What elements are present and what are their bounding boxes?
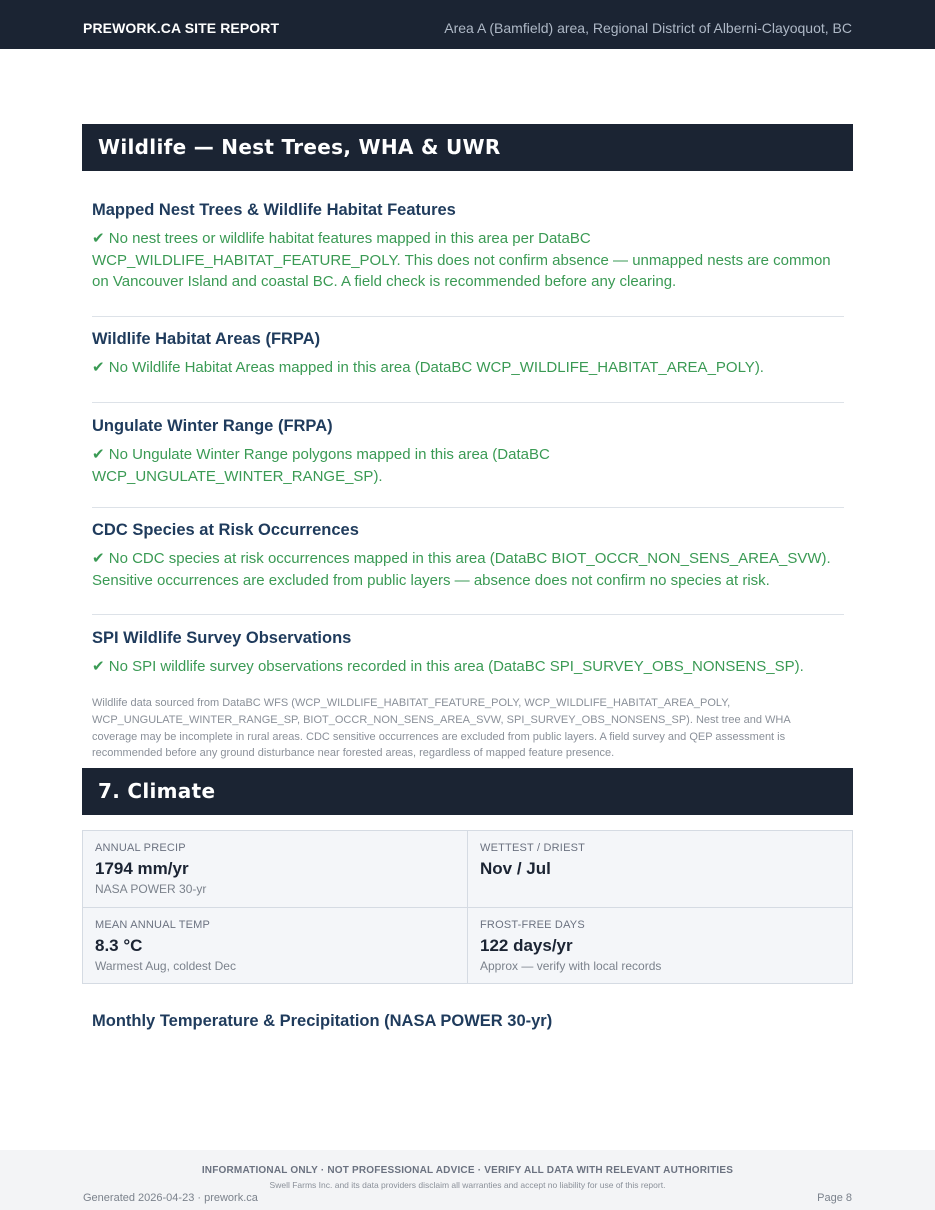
nest-trees-subsection [92, 201, 844, 293]
uwr-status: ✔ No Ungulate Winter Range polygons mapped in this area (DataBC WCP_UNGULATE_WINTER_RANGE_SP). [92, 446, 550, 485]
wha-status: ✔ No Wildlife Habitat Areas mapped in this area (DataBC WCP_WILDLIFE_HABITAT_AREA_POLY). [92, 359, 764, 376]
report-brand: PREWORK.CA SITE REPORT [83, 20, 280, 36]
wildlife-section-header: Wildlife — Nest Trees, WHA & UWR [82, 124, 853, 171]
uwr-title: Ungulate Winter Range (FRPA) [92, 417, 333, 435]
annual-precip-value: 1794 mm/yr [95, 859, 189, 878]
spi-subsection [92, 629, 844, 678]
cdc-title: CDC Species at Risk Occurrences [92, 521, 359, 539]
wha-subsection [92, 330, 844, 379]
frost-free-value: 122 days/yr [480, 936, 573, 955]
climate-summary-grid [82, 830, 853, 984]
divider [92, 316, 844, 317]
uwr-subsection [92, 417, 844, 487]
cdc-status: ✔ No CDC species at risk occurrences mapped in this area (DataBC BIOT_OCCR_NON_SENS_AREA_SVW). Sensitive occurrences are excluded from public layers — absence does not confirm no species at risk. [92, 550, 831, 589]
climate-section-header: 7. Climate [82, 768, 853, 815]
footer-liability: Swell Farms Inc. and its data providers disclaim all warranties and accept no liability for use of this report. [269, 1180, 666, 1190]
wettest-driest-label: WETTEST / DRIEST [480, 842, 586, 854]
wildlife-data-footnote: Wildlife data sourced from DataBC WFS (WCP_WILDLIFE_HABITAT_FEATURE_POLY, WCP_WILDLIFE_HABITAT_AREA_POLY, WCP_UNGULATE_WINTER_RANGE_SP, BIOT_OCCR_NON_SENS_AREA_SVW, SPI_SURVEY_OBS_NONSENS_SP). Nest tree and WHA coverage may be incomplete in rural areas. CDC sensitive occurrences are excluded from public layers. A field survey and QEP assessment is recommended before any ground disturbance near forested areas, regardless of mapped feature presence. [92, 697, 791, 760]
nest-trees-status: ✔ No nest trees or wildlife habitat features mapped in this area per DataBC WCP_WILDLIFE_HABITAT_FEATURE_POLY. This does not confirm absence — unmapped nests are common on Vancouver Island and coastal BC. A field check is recommended before any clearing. [92, 230, 831, 290]
report-footer [0, 1150, 935, 1210]
wettest-driest-value: Nov / Jul [480, 859, 551, 878]
footer-page-number: Page 8 [817, 1192, 852, 1204]
mean-temp-value: 8.3 °C [95, 936, 143, 955]
divider [92, 402, 844, 403]
report-header-bar [0, 0, 935, 49]
mean-temp-label: MEAN ANNUAL TEMP [95, 919, 211, 931]
wettest-driest-cell [468, 831, 853, 907]
mean-temp-note: Warmest Aug, coldest Dec [95, 959, 236, 973]
cdc-subsection [92, 521, 844, 591]
annual-precip-cell [83, 831, 468, 907]
divider [92, 614, 844, 615]
footer-disclaimer: INFORMATIONAL ONLY · NOT PROFESSIONAL ADVICE · VERIFY ALL DATA WITH RELEVANT AUTHORITIES [201, 1165, 734, 1176]
nest-trees-title: Mapped Nest Trees & Wildlife Habitat Features [92, 201, 456, 219]
footer-generated: Generated 2026-04-23 · prework.ca [83, 1192, 258, 1204]
wha-title: Wildlife Habitat Areas (FRPA) [92, 330, 321, 348]
grid-horizontal-divider [83, 907, 852, 908]
divider [92, 507, 844, 508]
spi-status: ✔ No SPI wildlife survey observations recorded in this area (DataBC SPI_SURVEY_OBS_NONSENS_SP). [92, 658, 804, 675]
frost-free-cell [468, 908, 853, 984]
mean-temp-cell [83, 908, 468, 984]
climate-chart-title: Monthly Temperature & Precipitation (NASA POWER 30-yr) [92, 1012, 553, 1030]
frost-free-label: FROST-FREE DAYS [480, 919, 585, 931]
frost-free-note: Approx — verify with local records [480, 959, 662, 973]
spi-title: SPI Wildlife Survey Observations [92, 629, 352, 647]
annual-precip-note: NASA POWER 30-yr [95, 882, 207, 896]
report-area-location: Area A (Bamfield) area, Regional District of Alberni-Clayoquot, BC [444, 20, 852, 36]
annual-precip-label: ANNUAL PRECIP [95, 842, 186, 854]
